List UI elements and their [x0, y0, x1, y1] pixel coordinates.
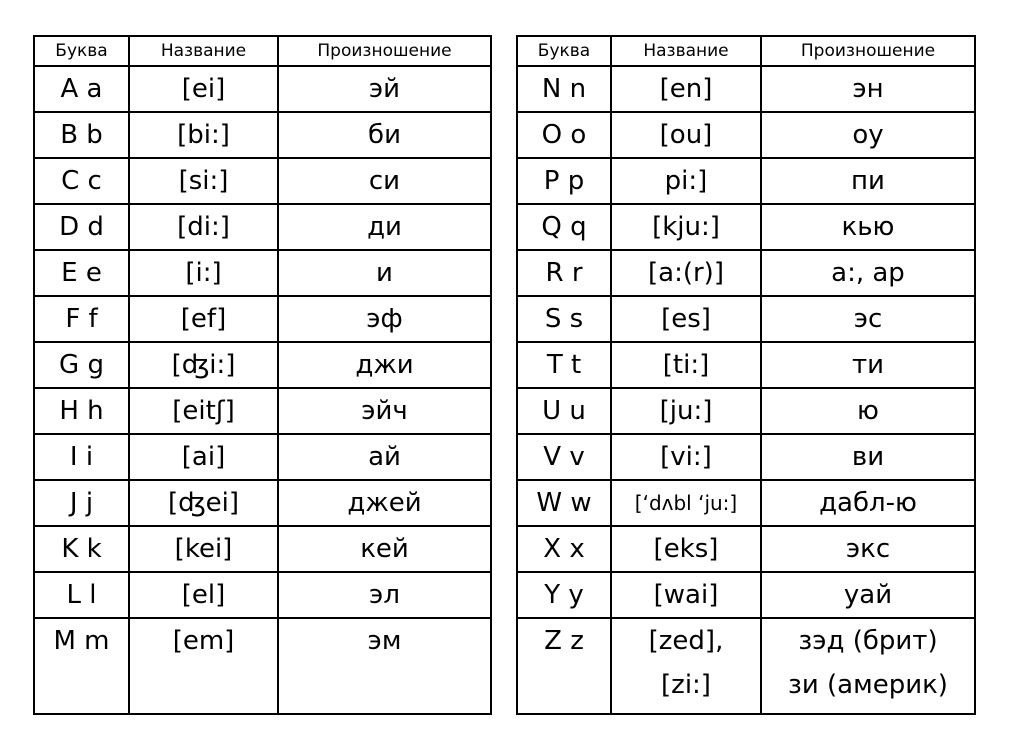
name-cell: [wai] — [611, 572, 761, 618]
name-cell: [ʤi:] — [129, 342, 278, 388]
table-row — [517, 572, 975, 618]
table-row — [517, 480, 975, 526]
name-cell: [ei] — [129, 66, 278, 112]
table-row — [517, 618, 975, 714]
letter-cell: V v — [517, 434, 611, 480]
letter-cell: G g — [34, 342, 129, 388]
table-row — [517, 526, 975, 572]
table-row — [34, 618, 491, 714]
pronunciation-cell: а:, ар — [761, 250, 975, 296]
table-row — [34, 296, 491, 342]
table-row — [517, 434, 975, 480]
name-cell: [ju:] — [611, 388, 761, 434]
pronunciation-cell: эйч — [278, 388, 491, 434]
letter-cell: Y y — [517, 572, 611, 618]
table-row — [34, 112, 491, 158]
letter-cell: L l — [34, 572, 129, 618]
name-cell: [vi:] — [611, 434, 761, 480]
pronunciation-cell: и — [278, 250, 491, 296]
table-row — [34, 480, 491, 526]
pronunciation-cell: би — [278, 112, 491, 158]
pronunciation-cell: оу — [761, 112, 975, 158]
pronunciation-cell: кью — [761, 204, 975, 250]
pronunciation-cell: эй — [278, 66, 491, 112]
letter-cell: N n — [517, 66, 611, 112]
pronunciation-cell: эн — [761, 66, 975, 112]
table-row — [34, 250, 491, 296]
letter-cell: C c — [34, 158, 129, 204]
name-cell: [bi:] — [129, 112, 278, 158]
name-cell: [a:(r)] — [611, 250, 761, 296]
pronunciation-cell: ай — [278, 434, 491, 480]
table-row — [34, 388, 491, 434]
letter-cell: I i — [34, 434, 129, 480]
name-cell-line: [zed], — [648, 626, 724, 656]
name-cell: [ʤei] — [129, 480, 278, 526]
table-row — [517, 204, 975, 250]
name-cell: [el] — [129, 572, 278, 618]
alphabet-table-right — [516, 35, 976, 715]
letter-cell: M m — [34, 618, 129, 714]
pronunciation-cell: пи — [761, 158, 975, 204]
alphabet-table-left — [33, 35, 492, 715]
letter-cell: K k — [34, 526, 129, 572]
table-row — [34, 572, 491, 618]
letter-cell: Q q — [517, 204, 611, 250]
letter-cell: S s — [517, 296, 611, 342]
letter-cell: O o — [517, 112, 611, 158]
name-cell: [di:] — [129, 204, 278, 250]
name-cell: [en] — [611, 66, 761, 112]
pronunciation-cell: ди — [278, 204, 491, 250]
table-row — [517, 342, 975, 388]
pronunciation-cell: эм — [278, 618, 491, 714]
table-row — [34, 158, 491, 204]
name-cell: [em] — [129, 618, 278, 714]
header-row — [517, 36, 975, 66]
table-row — [34, 342, 491, 388]
pronunciation-cell: си — [278, 158, 491, 204]
letter-cell: D d — [34, 204, 129, 250]
header-letter: Буква — [34, 36, 129, 66]
header-name: Название — [611, 36, 761, 66]
name-cell: [ai] — [129, 434, 278, 480]
pronunciation-cell: джей — [278, 480, 491, 526]
table-row — [34, 526, 491, 572]
table-row — [517, 388, 975, 434]
table-row — [517, 158, 975, 204]
name-cell: [kei] — [129, 526, 278, 572]
table-row — [517, 66, 975, 112]
letter-cell: Z z — [517, 618, 611, 714]
pronunciation-cell: дабл-ю — [761, 480, 975, 526]
table-row — [517, 250, 975, 296]
letter-cell: B b — [34, 112, 129, 158]
name-cell — [611, 618, 761, 714]
pronunciation-cell — [761, 618, 975, 714]
name-cell: [ti:] — [611, 342, 761, 388]
pronunciation-cell: эф — [278, 296, 491, 342]
name-cell: [‘dʌbl ‘ju:] — [611, 480, 761, 526]
pronunciation-cell: уай — [761, 572, 975, 618]
letter-cell: P p — [517, 158, 611, 204]
pronunciation-cell-line: зэд (брит) — [798, 626, 938, 656]
letter-cell: U u — [517, 388, 611, 434]
letter-cell: H h — [34, 388, 129, 434]
name-cell: pi:] — [611, 158, 761, 204]
name-cell: [ou] — [611, 112, 761, 158]
letter-cell: F f — [34, 296, 129, 342]
pronunciation-cell: эс — [761, 296, 975, 342]
header-name: Название — [129, 36, 278, 66]
pronunciation-cell: ю — [761, 388, 975, 434]
name-cell: [si:] — [129, 158, 278, 204]
pronunciation-cell-line: зи (америк) — [788, 670, 948, 700]
pronunciation-cell: ти — [761, 342, 975, 388]
table-row — [517, 112, 975, 158]
letter-cell: W w — [517, 480, 611, 526]
pronunciation-cell: экс — [761, 526, 975, 572]
header-pronunciation: Произношение — [278, 36, 491, 66]
header-row — [34, 36, 491, 66]
letter-cell: J j — [34, 480, 129, 526]
pronunciation-cell: кей — [278, 526, 491, 572]
name-cell: [es] — [611, 296, 761, 342]
name-cell: [eitʃ] — [129, 388, 278, 434]
name-cell-line: [zi:] — [661, 670, 711, 700]
letter-cell: E e — [34, 250, 129, 296]
letter-cell: X x — [517, 526, 611, 572]
name-cell: [eks] — [611, 526, 761, 572]
table-row — [34, 66, 491, 112]
name-cell: [ef] — [129, 296, 278, 342]
pronunciation-cell: ви — [761, 434, 975, 480]
letter-cell: R r — [517, 250, 611, 296]
name-cell: [kju:] — [611, 204, 761, 250]
pronunciation-cell: джи — [278, 342, 491, 388]
table-row — [34, 204, 491, 250]
letter-cell: A a — [34, 66, 129, 112]
letter-cell: T t — [517, 342, 611, 388]
pronunciation-cell: эл — [278, 572, 491, 618]
table-row — [34, 434, 491, 480]
name-cell: [i:] — [129, 250, 278, 296]
header-pronunciation: Произношение — [761, 36, 975, 66]
header-letter: Буква — [517, 36, 611, 66]
table-row — [517, 296, 975, 342]
